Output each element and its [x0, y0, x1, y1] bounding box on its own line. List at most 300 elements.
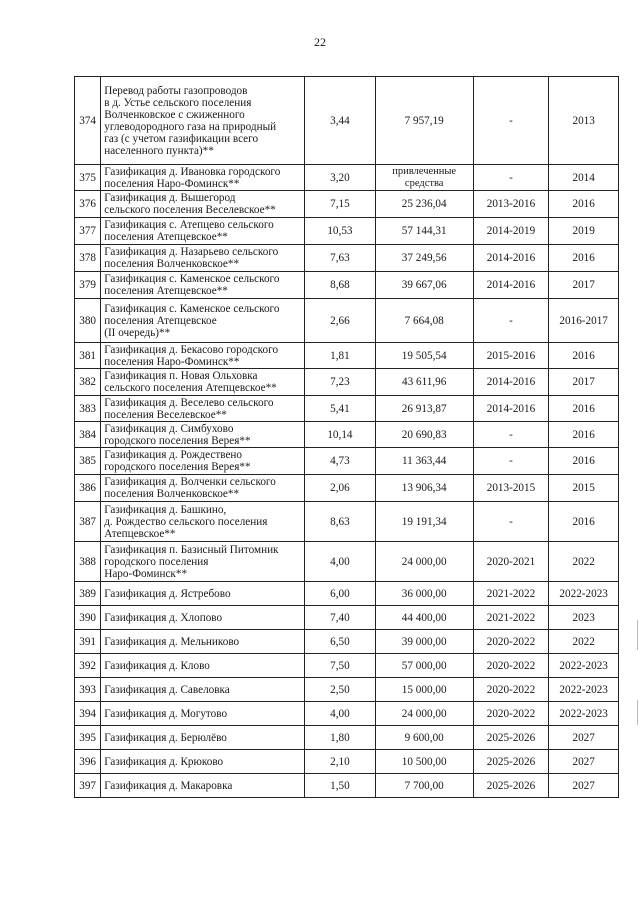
- row-construction-period: [473, 218, 549, 245]
- row-construction-period-text: 2020-2021: [486, 555, 536, 568]
- row-cost: [375, 475, 473, 502]
- row-construction-period: [473, 77, 549, 165]
- row-commissioning-year: [549, 245, 619, 272]
- row-cost-text: 10 500,00: [401, 755, 447, 768]
- row-cost-text: 19 191,34: [401, 515, 447, 528]
- row-commissioning-year: [549, 369, 619, 396]
- table-row: [75, 299, 619, 343]
- row-object-name-text: Газификация д. Башкино, д. Рождество сельского поселения Атепцевское**: [104, 503, 268, 540]
- row-length-km: [305, 774, 376, 798]
- row-length-km: [305, 726, 376, 750]
- row-length-km-text: 1,81: [330, 349, 350, 362]
- row-cost-text: 25 236,04: [401, 198, 447, 210]
- row-length-km: [305, 77, 376, 165]
- row-number: [75, 542, 101, 582]
- row-construction-period-text: 2025-2026: [486, 731, 536, 744]
- row-object-name: [101, 396, 305, 422]
- row-cost-text: 36 000,00: [401, 587, 447, 600]
- row-number: [75, 191, 101, 218]
- row-cost: [375, 502, 473, 542]
- row-object-name-text: Газификация д. Савеловка: [104, 683, 230, 696]
- row-commissioning-year-text: 2016: [572, 455, 595, 467]
- row-commissioning-year-text: 2017: [572, 376, 595, 388]
- row-object-name-text: Перевод работы газопроводов в д. Устье сельского поселения Волченковское с сжиженного углеводородного газа на природный газ (с учетом газификации всего населенного пункта)**: [104, 84, 277, 157]
- row-commissioning-year-text: 2016: [572, 252, 595, 264]
- row-cost-text: 57 000,00: [401, 659, 447, 672]
- table-row: [75, 272, 619, 299]
- row-number: [75, 396, 101, 422]
- row-construction-period: [473, 396, 549, 422]
- table-row: [75, 750, 619, 774]
- row-commissioning-year: [549, 678, 619, 702]
- row-object-name: [101, 191, 305, 218]
- row-construction-period: [473, 774, 549, 798]
- row-length-km-text: 7,23: [330, 376, 350, 388]
- row-cost-text: 43 611,96: [402, 376, 447, 388]
- row-length-km-text: 4,73: [330, 455, 350, 467]
- row-commissioning-year-text: 2017: [572, 279, 595, 291]
- row-object-name: [101, 654, 305, 678]
- row-length-km: [305, 475, 376, 502]
- row-length-km-text: 3,44: [330, 114, 350, 127]
- row-commissioning-year-text: 2027: [572, 755, 595, 768]
- row-cost: [375, 422, 473, 448]
- row-object-name-text: Газификация д. Берюлёво: [104, 731, 227, 744]
- row-number: [75, 475, 101, 502]
- row-length-km-text: 2,06: [330, 482, 350, 494]
- row-construction-period: [473, 582, 549, 606]
- row-commissioning-year-text: 2015: [572, 482, 595, 494]
- row-number-text: 387: [79, 515, 96, 528]
- row-construction-period: [473, 654, 549, 678]
- row-commissioning-year: [549, 448, 619, 475]
- row-length-km: [305, 343, 376, 369]
- gasification-table: [74, 76, 619, 798]
- row-length-km-text: 7,40: [330, 611, 350, 624]
- row-commissioning-year: [549, 582, 619, 606]
- row-commissioning-year: [549, 475, 619, 502]
- row-construction-period: [473, 678, 549, 702]
- row-number-text: 378: [79, 252, 96, 264]
- row-number-text: 389: [79, 587, 96, 600]
- row-object-name: [101, 750, 305, 774]
- row-cost-text: 13 906,34: [401, 482, 447, 494]
- row-commissioning-year-text: 2016-2017: [559, 314, 608, 327]
- row-length-km-text: 2,50: [330, 683, 350, 696]
- row-length-km-text: 10,53: [327, 225, 353, 237]
- row-commissioning-year-text: 2022-2023: [559, 587, 608, 600]
- row-number: [75, 678, 101, 702]
- row-object-name-text: Газификация д. Клово: [104, 659, 210, 672]
- row-number-text: 396: [79, 755, 96, 768]
- row-object-name-text: Газификация д. Ивановка городского поселения Наро-Фоминск**: [104, 165, 281, 190]
- row-commissioning-year: [549, 272, 619, 299]
- row-cost: [375, 678, 473, 702]
- row-number: [75, 630, 101, 654]
- row-commissioning-year: [549, 606, 619, 630]
- row-construction-period-text: -: [509, 114, 513, 127]
- table-row: [75, 702, 619, 726]
- row-length-km: [305, 245, 376, 272]
- row-object-name: [101, 475, 305, 502]
- row-construction-period-text: 2014-2016: [486, 279, 536, 291]
- table-row: [75, 502, 619, 542]
- row-number-text: 384: [79, 428, 96, 441]
- row-object-name-text: Газификация д. Симбухово городского поселения Верея**: [104, 422, 251, 447]
- row-commissioning-year-text: 2016: [572, 515, 595, 528]
- row-number-text: 391: [79, 635, 96, 648]
- row-number-text: 390: [79, 611, 96, 624]
- row-length-km: [305, 422, 376, 448]
- row-commissioning-year-text: 2016: [572, 349, 595, 362]
- row-cost-text: 24 000,00: [401, 707, 447, 720]
- row-length-km: [305, 299, 376, 343]
- row-length-km-text: 8,68: [330, 279, 350, 291]
- row-object-name: [101, 678, 305, 702]
- row-number: [75, 369, 101, 396]
- row-object-name-text: Газификация д. Хлопово: [104, 611, 223, 624]
- row-length-km-text: 1,50: [330, 779, 350, 792]
- table-row: [75, 582, 619, 606]
- row-construction-period-text: 2014-2016: [486, 402, 536, 415]
- row-number-text: 393: [79, 683, 96, 696]
- row-construction-period: [473, 702, 549, 726]
- row-construction-period-text: 2021-2022: [486, 611, 536, 624]
- row-length-km-text: 4,00: [330, 555, 350, 568]
- row-construction-period-text: -: [509, 455, 513, 467]
- row-construction-period-text: 2014-2019: [486, 225, 536, 237]
- row-length-km: [305, 272, 376, 299]
- row-construction-period-text: 2020-2022: [486, 659, 536, 672]
- row-object-name-text: Газификация д. Крюково: [104, 755, 224, 768]
- row-commissioning-year: [549, 191, 619, 218]
- row-length-km-text: 1,80: [330, 731, 350, 744]
- row-commissioning-year: [549, 726, 619, 750]
- row-commissioning-year: [549, 165, 619, 191]
- row-cost-text: привлеченные средства: [392, 165, 457, 189]
- row-object-name-text: Газификация п. Базисный Питомник городского поселения Наро-Фоминск**: [104, 543, 279, 580]
- row-cost-text: 7 664,08: [404, 314, 444, 327]
- row-cost-text: 37 249,56: [401, 252, 447, 264]
- row-number-text: 374: [79, 114, 96, 127]
- row-commissioning-year-text: 2016: [572, 402, 595, 415]
- row-object-name-text: Газификация д. Мельниково: [104, 635, 240, 648]
- table-row: [75, 448, 619, 475]
- row-number: [75, 299, 101, 343]
- row-object-name-text: Газификация п. Новая Ольховка сельского поселения Атепцевское**: [104, 370, 277, 394]
- row-number: [75, 245, 101, 272]
- row-length-km-text: 10,14: [327, 428, 353, 441]
- row-cost: [375, 165, 473, 191]
- table-row: [75, 245, 619, 272]
- row-construction-period: [473, 630, 549, 654]
- row-length-km: [305, 191, 376, 218]
- row-cost-text: 57 144,31: [401, 225, 447, 237]
- row-length-km-text: 6,50: [330, 635, 350, 648]
- row-object-name: [101, 422, 305, 448]
- scan-edge-mark: [637, 700, 638, 725]
- row-object-name: [101, 165, 305, 191]
- row-cost-text: 44 400,00: [401, 611, 447, 624]
- row-length-km: [305, 542, 376, 582]
- row-length-km-text: 7,63: [330, 252, 350, 264]
- row-number-text: 385: [79, 455, 96, 467]
- row-number-text: 380: [79, 314, 96, 327]
- row-object-name-text: Газификация с. Каменское сельского поселения Атепцевское**: [104, 273, 280, 297]
- row-object-name-text: Газификация д. Вышегород сельского поселения Веселевское**: [104, 192, 276, 216]
- table-row: [75, 343, 619, 369]
- row-commissioning-year-text: 2027: [572, 779, 595, 792]
- row-commissioning-year: [549, 630, 619, 654]
- row-construction-period-text: 2025-2026: [486, 755, 536, 768]
- row-commissioning-year: [549, 774, 619, 798]
- row-length-km: [305, 678, 376, 702]
- row-construction-period-text: 2020-2022: [486, 635, 536, 648]
- row-commissioning-year: [549, 654, 619, 678]
- row-object-name: [101, 343, 305, 369]
- row-length-km: [305, 630, 376, 654]
- row-cost-text: 19 505,54: [401, 349, 447, 362]
- row-construction-period: [473, 422, 549, 448]
- row-cost: [375, 630, 473, 654]
- row-cost: [375, 750, 473, 774]
- row-length-km-text: 3,20: [330, 171, 350, 184]
- row-commissioning-year: [549, 299, 619, 343]
- row-commissioning-year: [549, 750, 619, 774]
- row-commissioning-year-text: 2022-2023: [559, 659, 608, 672]
- row-commissioning-year-text: 2022: [572, 635, 595, 648]
- row-cost: [375, 654, 473, 678]
- table-row: [75, 218, 619, 245]
- row-cost: [375, 396, 473, 422]
- row-commissioning-year-text: 2013: [572, 114, 595, 127]
- row-number: [75, 774, 101, 798]
- row-length-km: [305, 502, 376, 542]
- row-object-name-text: Газификация с. Атепцево сельского поселения Атепцевское**: [104, 219, 274, 243]
- table-row: [75, 726, 619, 750]
- row-commissioning-year-text: 2019: [572, 225, 595, 237]
- row-cost-text: 9 600,00: [404, 731, 444, 744]
- row-construction-period-text: 2020-2022: [486, 683, 536, 696]
- row-construction-period-text: 2013-2016: [486, 198, 536, 210]
- table-row: [75, 396, 619, 422]
- row-length-km: [305, 165, 376, 191]
- row-object-name-text: Газификация д. Бекасово городского поселения Наро-Фоминск**: [104, 343, 279, 368]
- row-length-km-text: 2,66: [330, 314, 350, 327]
- row-cost: [375, 369, 473, 396]
- row-length-km: [305, 396, 376, 422]
- row-cost-text: 39 667,06: [401, 279, 447, 291]
- table-row: [75, 774, 619, 798]
- row-object-name: [101, 702, 305, 726]
- row-object-name-text: Газификация д. Волченки сельского поселения Волченковское**: [104, 476, 276, 500]
- row-object-name: [101, 502, 305, 542]
- row-object-name: [101, 299, 305, 343]
- row-construction-period-text: -: [509, 428, 513, 441]
- row-construction-period-text: 2025-2026: [486, 779, 536, 792]
- row-object-name: [101, 726, 305, 750]
- row-cost: [375, 702, 473, 726]
- row-construction-period-text: -: [509, 314, 513, 327]
- row-length-km-text: 4,00: [330, 707, 350, 720]
- row-number: [75, 582, 101, 606]
- row-number-text: 377: [79, 225, 96, 237]
- row-construction-period: [473, 750, 549, 774]
- row-cost: [375, 726, 473, 750]
- row-cost-text: 11 363,44: [402, 455, 447, 467]
- row-commissioning-year: [549, 218, 619, 245]
- row-number-text: 381: [79, 349, 96, 362]
- row-cost: [375, 299, 473, 343]
- row-commissioning-year: [549, 343, 619, 369]
- row-commissioning-year-text: 2022: [572, 555, 595, 568]
- row-commissioning-year-text: 2016: [572, 198, 595, 210]
- row-object-name: [101, 630, 305, 654]
- row-construction-period-text: 2014-2016: [486, 376, 536, 388]
- row-object-name: [101, 218, 305, 245]
- row-construction-period: [473, 272, 549, 299]
- row-cost: [375, 542, 473, 582]
- row-commissioning-year: [549, 542, 619, 582]
- row-length-km-text: 6,00: [330, 587, 350, 600]
- row-construction-period: [473, 245, 549, 272]
- row-construction-period-text: 2013-2015: [486, 482, 536, 494]
- row-commissioning-year-text: 2023: [572, 611, 595, 624]
- row-construction-period-text: -: [509, 171, 513, 184]
- row-number-text: 379: [79, 279, 96, 291]
- row-object-name-text: Газификация д. Макаровка: [104, 779, 233, 792]
- row-construction-period-text: 2020-2022: [486, 707, 536, 720]
- row-object-name-text: Газификация д. Ястребово: [104, 587, 231, 600]
- row-construction-period-text: 2015-2016: [486, 349, 536, 362]
- row-object-name: [101, 582, 305, 606]
- row-number-text: 388: [79, 555, 96, 568]
- row-number-text: 392: [79, 659, 96, 672]
- row-length-km: [305, 218, 376, 245]
- table-row: [75, 191, 619, 218]
- row-number: [75, 448, 101, 475]
- row-length-km: [305, 702, 376, 726]
- row-cost: [375, 218, 473, 245]
- row-cost-text: 15 000,00: [401, 683, 447, 696]
- row-length-km: [305, 369, 376, 396]
- row-cost: [375, 191, 473, 218]
- row-cost: [375, 582, 473, 606]
- row-length-km: [305, 606, 376, 630]
- row-construction-period: [473, 502, 549, 542]
- row-object-name-text: Газификация д. Могутово: [104, 707, 228, 720]
- table-row: [75, 165, 619, 191]
- row-number: [75, 165, 101, 191]
- row-length-km: [305, 750, 376, 774]
- row-length-km: [305, 448, 376, 475]
- row-cost: [375, 343, 473, 369]
- row-commissioning-year-text: 2022-2023: [559, 707, 608, 720]
- table-row: [75, 542, 619, 582]
- row-length-km-text: 7,15: [330, 198, 350, 210]
- row-commissioning-year-text: 2016: [572, 428, 595, 441]
- row-number-text: 386: [79, 482, 96, 494]
- row-number: [75, 606, 101, 630]
- row-cost: [375, 272, 473, 299]
- row-number-text: 397: [79, 779, 96, 792]
- row-object-name: [101, 369, 305, 396]
- row-commissioning-year-text: 2027: [572, 731, 595, 744]
- row-construction-period: [473, 191, 549, 218]
- row-length-km-text: 7,50: [330, 659, 350, 672]
- row-commissioning-year: [549, 396, 619, 422]
- row-commissioning-year: [549, 702, 619, 726]
- row-length-km-text: 2,10: [330, 755, 350, 768]
- row-number: [75, 502, 101, 542]
- row-number-text: 395: [79, 731, 96, 744]
- row-construction-period: [473, 165, 549, 191]
- row-cost: [375, 77, 473, 165]
- row-number: [75, 77, 101, 165]
- row-number: [75, 343, 101, 369]
- table-row: [75, 630, 619, 654]
- row-construction-period: [473, 369, 549, 396]
- row-construction-period: [473, 475, 549, 502]
- row-length-km: [305, 654, 376, 678]
- row-length-km: [305, 582, 376, 606]
- row-number-text: 376: [79, 198, 96, 210]
- row-length-km-text: 5,41: [330, 402, 350, 415]
- table-row: [75, 606, 619, 630]
- table-row: [75, 654, 619, 678]
- row-construction-period: [473, 448, 549, 475]
- row-number: [75, 702, 101, 726]
- row-commissioning-year: [549, 422, 619, 448]
- row-number: [75, 654, 101, 678]
- row-number-text: 375: [79, 171, 96, 184]
- row-construction-period: [473, 606, 549, 630]
- row-cost: [375, 606, 473, 630]
- row-construction-period: [473, 299, 549, 343]
- row-object-name: [101, 245, 305, 272]
- row-cost-text: 39 000,00: [401, 635, 447, 648]
- row-number-text: 382: [79, 376, 96, 388]
- row-construction-period: [473, 726, 549, 750]
- row-object-name-text: Газификация д. Рождествено городского поселения Верея**: [104, 449, 251, 473]
- row-construction-period-text: 2014-2016: [486, 252, 536, 264]
- table-row: [75, 77, 619, 165]
- row-number: [75, 272, 101, 299]
- row-number: [75, 218, 101, 245]
- row-object-name-text: Газификация с. Каменское сельского поселения Атепцевское (II очередь)**: [104, 302, 280, 339]
- row-cost: [375, 448, 473, 475]
- row-object-name: [101, 606, 305, 630]
- row-cost-text: 20 690,83: [401, 428, 447, 441]
- row-number-text: 394: [79, 707, 96, 720]
- row-cost-text: 26 913,87: [401, 402, 447, 415]
- row-construction-period: [473, 542, 549, 582]
- row-commissioning-year-text: 2014: [572, 171, 595, 184]
- page-number: 22: [314, 35, 326, 49]
- row-length-km-text: 8,63: [330, 515, 350, 528]
- row-object-name-text: Газификация д. Назарьево сельского поселения Волченковское**: [104, 246, 279, 270]
- row-object-name: [101, 77, 305, 165]
- row-cost-text: 7 700,00: [404, 779, 444, 792]
- row-number-text: 383: [79, 402, 96, 415]
- row-number: [75, 750, 101, 774]
- row-number: [75, 726, 101, 750]
- row-object-name-text: Газификация д. Веселево сельского поселения Веселевское**: [104, 396, 274, 421]
- row-commissioning-year-text: 2022-2023: [559, 683, 608, 696]
- row-number: [75, 422, 101, 448]
- table-row: [75, 369, 619, 396]
- row-object-name: [101, 774, 305, 798]
